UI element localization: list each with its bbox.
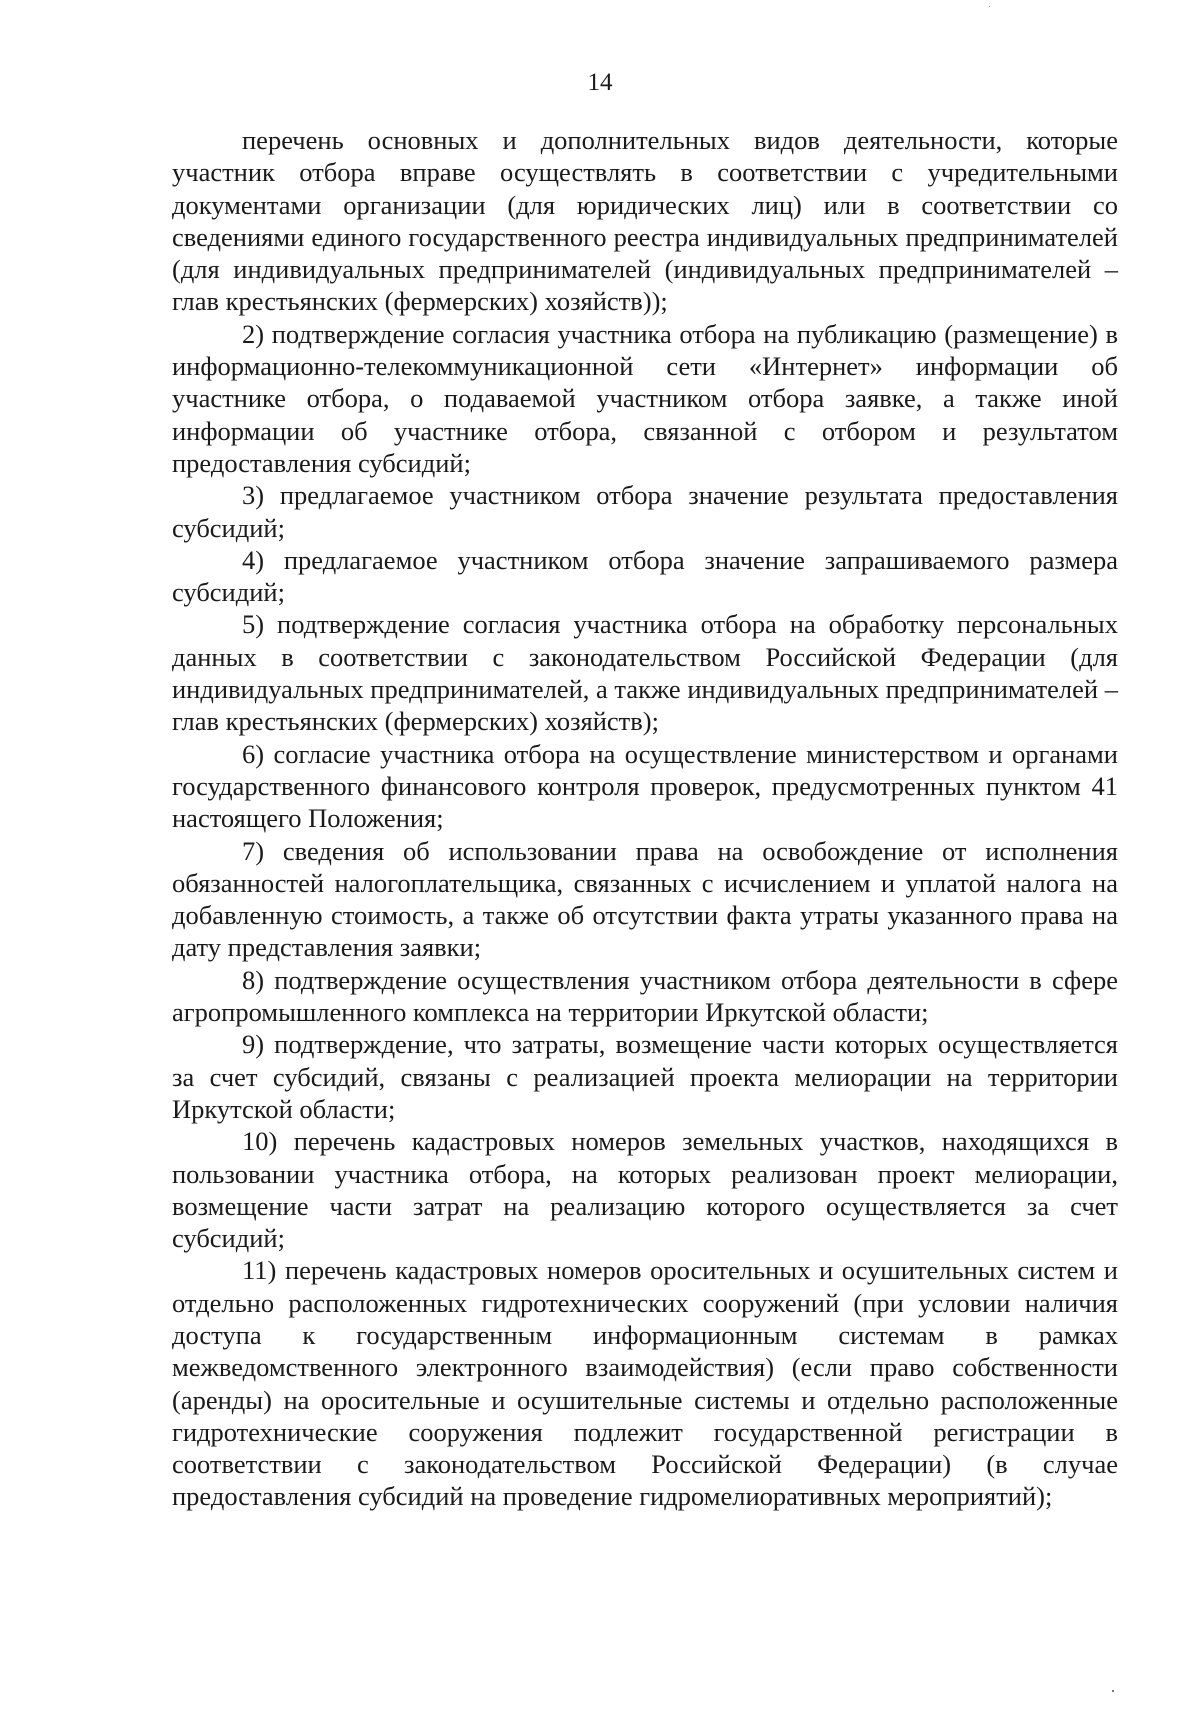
- paragraph-item-5: 5) подтверждение согласия участника отбора на обработку персональных данных в соответствии с законодательством Российской Федерации (для индивидуальных предпринимателей, а также индивидуальных предпринимателей – глав крестьянских (фермерских) хозяйств);: [172, 609, 1118, 737]
- scan-speck: [989, 6, 990, 7]
- paragraph-item-3: 3) предлагаемое участником отбора значение результата предоставления субсидий;: [172, 480, 1118, 543]
- paragraph-item-10: 10) перечень кадастровых номеров земельных участков, находящихся в пользовании участника отбора, на которых реализован проект мелиорации, возмещение части затрат на реализацию которого осуществляется за счет субсидий;: [172, 1126, 1118, 1254]
- paragraph-item-9: 9) подтверждение, что затраты, возмещение части которых осуществляется за счет субсидий, связаны с реализацией проекта мелиорации на территории Иркутской области;: [172, 1029, 1118, 1124]
- paragraph-item-6: 6) согласие участника отбора на осуществление министерством и органами государственного финансового контроля проверок, предусмотренных пунктом 41 настоящего Положения;: [172, 738, 1118, 834]
- paragraph-item-7: 7) сведения об использовании права на освобождение от исполнения обязанностей налогоплательщика, связанных с исчислением и уплатой налога на добавленную стоимость, а также об отсутствии факта утраты указанного права на дату представления заявки;: [172, 835, 1118, 963]
- scan-speck: [1112, 1690, 1114, 1692]
- page-number: 14: [587, 69, 613, 96]
- paragraph-item-8: 8) подтверждение осуществления участником отбора деятельности в сфере агропромышленного комплекса на территории Иркутской области;: [172, 964, 1118, 1028]
- paragraph-item-2: 2) подтверждение согласия участника отбора на публикацию (размещение) в информационно-телекоммуникационной сети «Интернет» информации об участнике отбора, о подаваемой участником отбора заявке, а также иной информации об участнике отбора, связанной с отбором и результатом предоставления субсидий;: [172, 318, 1118, 478]
- paragraph-item-4: 4) предлагаемое участником отбора значение запрашиваемого размера субсидий;: [172, 544, 1118, 608]
- document-body: [172, 124, 1118, 1513]
- paragraph-activities-list: перечень основных и дополнительных видов деятельности, которые участник отбора вправе осуществлять в соответствии с учредительными документами организации (для юридических лиц) или в соответствии со сведениями единого государственного реестра индивидуальных предпринимателей (для индивидуальных предпринимателей (индивидуальных предпринимателей – глав крестьянских (фермерских) хозяйств));: [172, 125, 1118, 317]
- paragraph-item-11: 11) перечень кадастровых номеров оросительных и осушительных систем и отдельно расположенных гидротехнических сооружений (при условии наличия доступа к государственным информационным системам в рамках межведомственного электронного взаимодействия) (если право собственности (аренды) на оросительные и осушительные системы и отдельно расположенные гидротехнические сооружения подлежит государственной регистрации в соответствии с законодательством Российской Федерации) (в случае предоставления субсидий на проведение гидромелиоративных мероприятий);: [172, 1255, 1118, 1512]
